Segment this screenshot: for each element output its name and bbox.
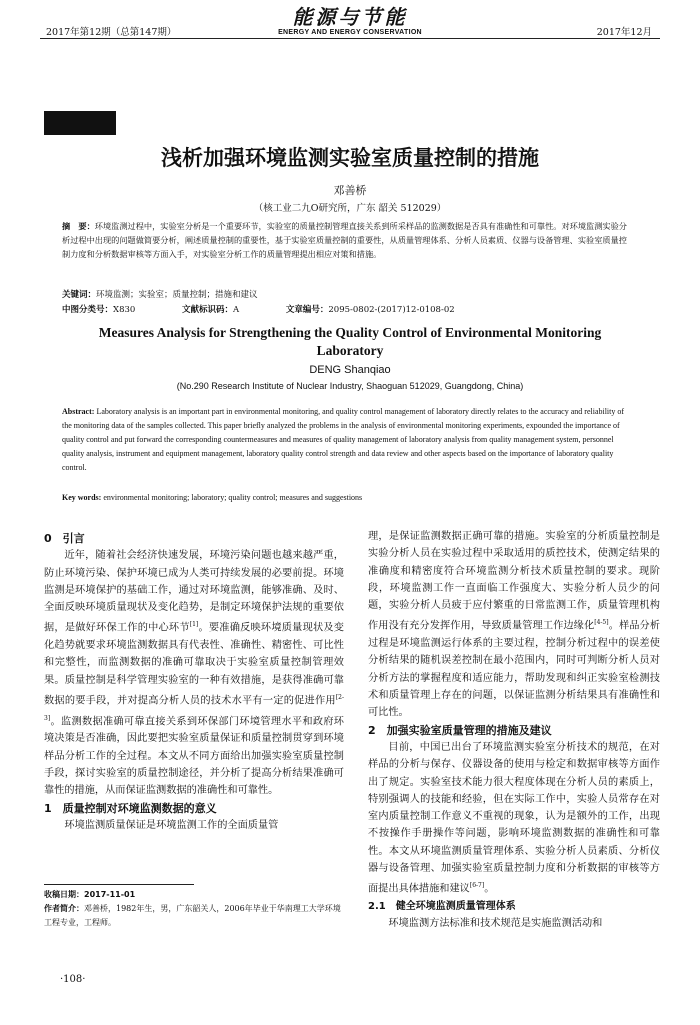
author-cn: 邓善桥 xyxy=(333,184,367,197)
footnote xyxy=(44,888,344,930)
classification-row xyxy=(62,303,499,315)
author-en: DENG Shanqiao xyxy=(309,364,391,376)
section-1-paragraph-cont: 理，是保证监测数据正确可靠的措施。实验室的分析质量控制是实验分析人员在实验过程中采取适用的质控技术，使测定结果的准确度和精密度符合环境监测分析技术质量控制的要求。现阶段，环境监测工作一直面临工作强度大、实验分析人员少的问题，实验分析人员疲于应付繁重的日常监测工作，质量管理机构作用没有充分发挥作用，导致质量管理工作边缘化[4-5]。样品分析过程是环境监测运行体系的主要过程，控制分析过程中的误差使分析结果的随机误差控制在最小范围内，同时可判断分析人员对分析方法的掌握程度和适应能力，帮助发现和纠正实验室检测技术和质量管理上存在的问题，以保证监测分析结果具有准确性和可比性。 xyxy=(368,531,661,719)
doc-code-value: A xyxy=(233,305,240,315)
citation: [4-5] xyxy=(594,619,609,627)
body-left-column xyxy=(44,530,344,834)
section-2-1-paragraph: 环境监测方法标准和技术规范是实施监测活动和 xyxy=(388,918,603,930)
citation: [2-3] xyxy=(44,694,344,722)
redaction-block xyxy=(44,111,116,135)
abstract-cn-label: 摘 要： xyxy=(62,221,95,231)
article-no-label: 文章编号： xyxy=(285,305,329,315)
section-1-heading: 1 质量控制对环境监测数据的意义 xyxy=(44,801,217,815)
abstract-en-text: Laboratory analysis is an important part in environmental monitoring, and quality control management of laboratory directly relates to the accuracy and reliability of the monitoring data of the samples collected. This paper briefly analyzed the problems in the analysis of environmental monitoring experiments, expounded the importance of quality control and put forward the corresponding countermeasures and measures of quality management of laboratory analysis from quality management system, personnel quality analysis, instrument and equipment management, laboratory quality control strength and data review and other aspects based on the importance of laboratory quality control. xyxy=(62,407,625,472)
body-right-column xyxy=(368,528,660,933)
received-date: 收稿日期：2017-11-01 xyxy=(44,890,136,899)
article-title-cn: 浅析加强环境监测实验室质量控制的措施 xyxy=(161,146,539,170)
section-0-paragraph: 近年，随着社会经济快速发展，环境污染问题也越来越严重，防止环境污染、保护环境已成为人类可持续发展的必要前提。环境监测是环境保护的基础工作，通过对环境监测，能够准确、及时、全面反映环境质量现状及变化趋势，是制定环境保护法规的重要依据，是做好环保工作的中心环节[1]。要准确反映环境质量现状及变化趋势就要求环境监测数据具有代表性、准确性、精密性、可比性和完整性，而监测数据的准确可靠取决于实验室质量控制管理效果。质量控制是科学管理实验室的一种有效措施，是获得准确可靠数据的要手段，并对提高分析人员的技术水平有一定的促进作用[2-3]。监测数据准确可靠直接关系到环保部门环境管理水平和政府环境决策是否准确，因此要把实验室质量保证和质量控制贯穿到环境样品分析工作的全过程。本文从不同方面给出加强实验室质量控制手段，探讨实验室的质量控制途径，并分析了提高分析结果准确可靠性的措施，从而保证监测数据的准确性和可靠性。 xyxy=(44,550,344,797)
author-bio-text: 邓善桥，1982年生，男，广东韶关人，2006年毕业于华南理工大学环境工程专业，工程师。 xyxy=(44,904,341,927)
clc-label: 中图分类号： xyxy=(62,305,114,315)
affiliation-en: (No.290 Research Institute of Nuclear Industry, Shaoguan 512029, Guangdong, China) xyxy=(176,381,524,391)
citation: [6-7] xyxy=(469,882,485,890)
article-no-value: 2095-0802-(2017)12-0108-02 xyxy=(328,305,455,315)
section-0-heading: 0 引言 xyxy=(44,532,85,545)
header-divider xyxy=(40,38,660,39)
keywords-cn-label: 关键词： xyxy=(62,290,97,300)
article-title-en: Measures Analysis for Strengthening the Quality Control of Environmental Monitoring Laboratory xyxy=(98,325,602,358)
abstract-en xyxy=(62,405,632,475)
keywords-en-label: Key words: xyxy=(62,493,102,502)
page-number: ·108· xyxy=(60,974,86,985)
journal-masthead xyxy=(250,6,450,38)
keywords-en xyxy=(62,493,362,502)
author-bio xyxy=(44,902,344,930)
section-2-paragraph: 目前，中国已出台了环境监测实验室分析技术的规范，在对样品的分析与保存、仪器设备的使用与检定和数据审核等方面作出了规定。实验室技术能力很大程度体现在分析人员的素质上，特别强调人的技能和经验，但在实际工作中，实验人员常存在对室内质量控制工作意义不重视的现象，认为是额外的工作，出现不按操作手册操作等问题，影响环境监测数据的准确性和可靠性。本文从环境监测质量管理体系、实验分析人员素质、分析仪器与设备管理、加强实验室质量控制力度和分析数据的审核等方面提出具体措施和建议[6-7]。 xyxy=(368,741,660,895)
doc-code-label: 文献标识码： xyxy=(182,305,234,315)
keywords-cn xyxy=(62,288,627,302)
abstract-cn xyxy=(62,219,627,261)
section-2-1-heading: 2.1 健全环境监测质量管理体系 xyxy=(368,901,516,913)
section-1-paragraph: 环境监测质量保证是环境监测工作的全面质量管 xyxy=(64,819,279,831)
journal-title-en: ENERGY AND ENERGY CONSERVATION xyxy=(278,29,422,36)
affiliation-cn: （核工业二九O研究所，广东 韶关 512029） xyxy=(253,203,447,214)
journal-title-cn: 能源与节能 xyxy=(292,5,408,29)
keywords-en-text: environmental monitoring; laboratory; quality control; measures and suggestions xyxy=(103,493,363,502)
journal-date: 2017年12月 xyxy=(596,27,652,38)
abstract-en-label: Abstract: xyxy=(62,407,95,416)
citation: [1] xyxy=(189,621,199,629)
author-bio-label: 作者简介： xyxy=(44,904,84,913)
journal-issue: 2017年第12期（总第147期） xyxy=(46,27,177,38)
footnote-divider xyxy=(44,884,194,885)
abstract-cn-text: 环境监测过程中，实验室分析是一个重要环节，实验室的质量控制管理直接关系到所采样品的监测数据是否具有准确性和可靠性。对环境监测实验分析过程中出现的问题做简要分析，阐述质量控制的重要性，基于实验室质量控制的重要性，从质量管理体系、分析人员素质、仪器与设备管理、实验室质量控制力度和分析数据审核等方面入手，对实验室分析工作的质量管理提出相应对策和措施。 xyxy=(62,221,627,259)
clc-value: X830 xyxy=(113,305,136,315)
section-2-heading: 2 加强实验室质量管理的措施及建议 xyxy=(368,723,552,737)
keywords-cn-text: 环境监测；实验室；质量控制；措施和建议 xyxy=(96,290,258,300)
